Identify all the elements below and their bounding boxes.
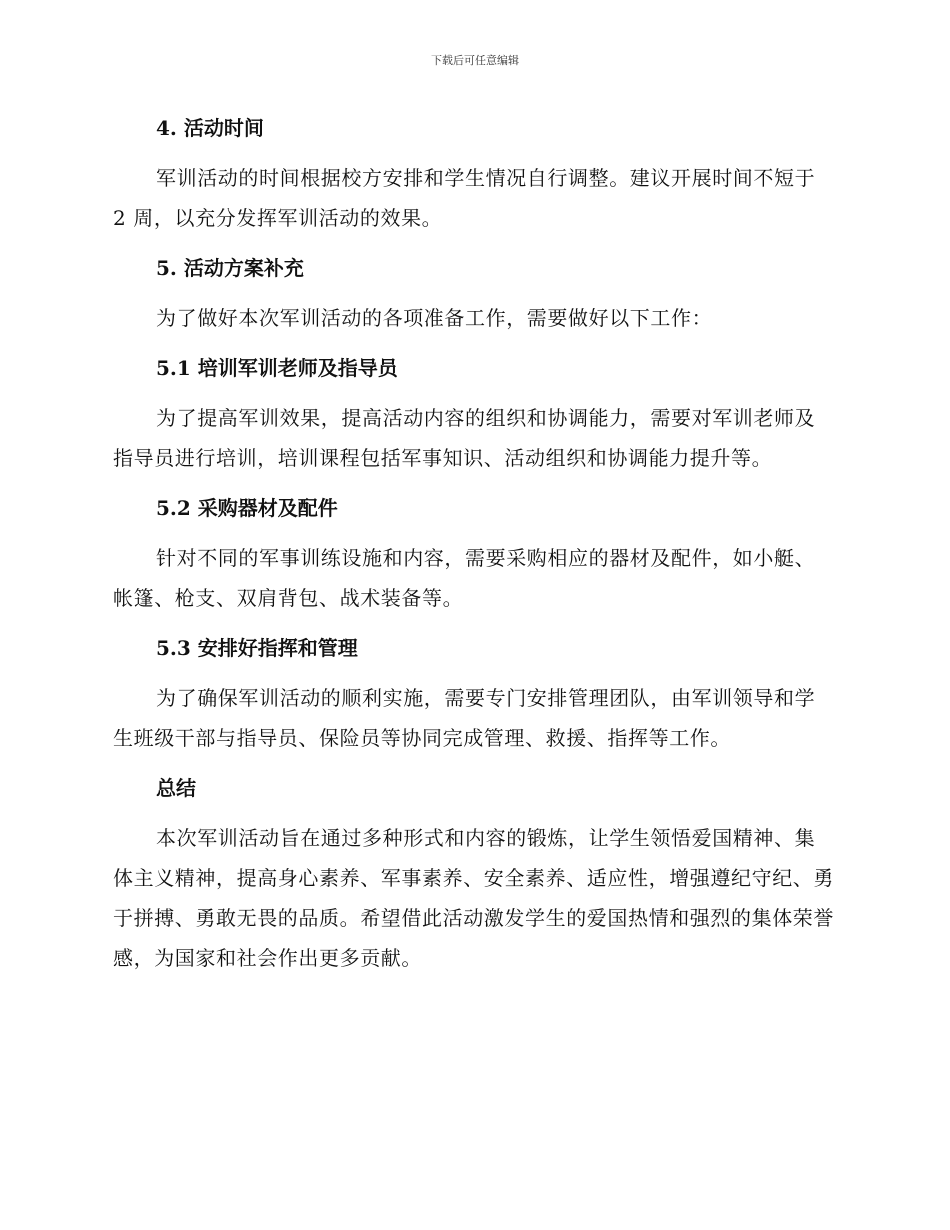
document-body — [113, 108, 835, 988]
paragraph-purchase-equipment: 针对不同的军事训练设施和内容，需要采购相应的器材及配件，如小艇、帐篷、枪支、双肩背包、战术装备等。 — [113, 546, 816, 610]
paragraph-command-management: 为了确保军训活动的顺利实施，需要专门安排管理团队，由军训领导和学生班级干部与指导员、保险员等协同完成管理、救援、指挥等工作。 — [113, 686, 816, 750]
section-heading-train-instructors: 5.1 培训军训老师及指导员 — [156, 356, 398, 380]
paragraph-activity-time: 军训活动的时间根据校方安排和学生情况自行调整。建议开展时间不短于 2 周，以充分发挥军训活动的效果。 — [113, 166, 816, 230]
page-header: 下载后可任意编辑 — [431, 54, 519, 67]
section-heading-command-management: 5.3 安排好指挥和管理 — [156, 636, 358, 660]
paragraph-plan-supplement: 为了做好本次军训活动的各项准备工作，需要做好以下工作： — [156, 306, 713, 330]
section-heading-summary: 总结 — [156, 776, 196, 800]
section-heading-plan-supplement: 5. 活动方案补充 — [156, 256, 304, 280]
paragraph-summary: 本次军训活动旨在通过多种形式和内容的锻炼，让学生领悟爱国精神、集体主义精神，提高身心素养、军事素养、安全素养、适应性，增强遵纪守纪、勇于拼搏、勇敢无畏的品质。希望借此活动激发学生的爱国热情和强烈的集体荣誉感，为国家和社会作出更多贡献。 — [113, 826, 834, 970]
section-heading-activity-time: 4. 活动时间 — [156, 116, 264, 140]
paragraph-train-instructors: 为了提高军训效果，提高活动内容的组织和协调能力，需要对军训老师及指导员进行培训，培训课程包括军事知识、活动组织和协调能力提升等。 — [113, 406, 816, 470]
section-heading-purchase-equipment: 5.2 采购器材及配件 — [156, 496, 338, 520]
